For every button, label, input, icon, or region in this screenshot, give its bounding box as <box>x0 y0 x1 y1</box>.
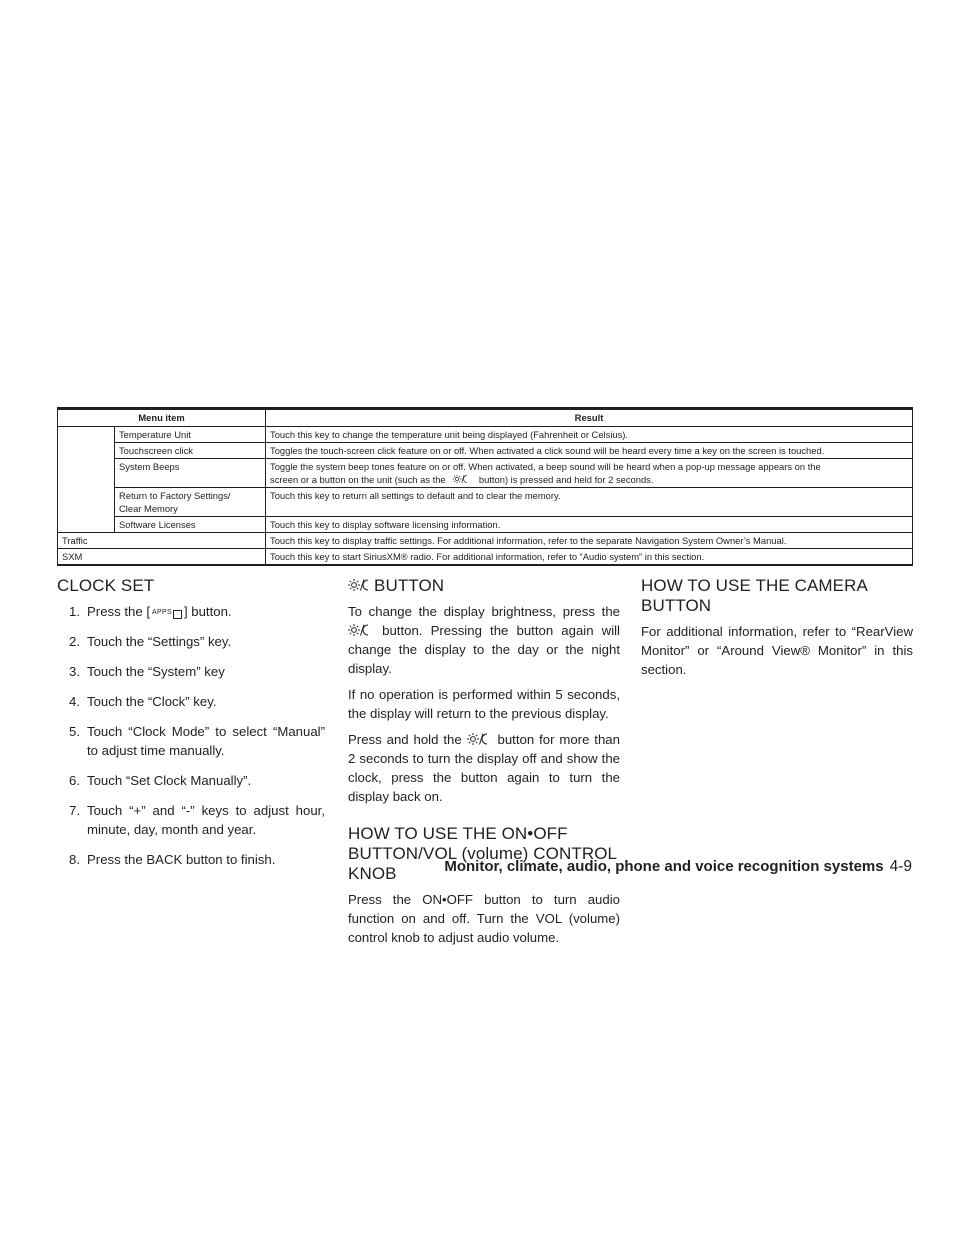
table-cell-result: Touch this key to display traffic settings. For additional information, refer to the separate Navigation System Owner’s Manual. <box>266 533 913 549</box>
table-row <box>58 533 913 549</box>
table-group-cell <box>58 427 115 533</box>
table-cell-result: Touch this key to display software licensing information. <box>266 517 913 533</box>
table-row <box>58 459 913 488</box>
table-cell-item: Touchscreen click <box>115 443 266 459</box>
onoff-heading-line-1: HOW TO USE THE ON•OFF <box>348 824 568 843</box>
step-text: Touch the “System” key <box>87 664 225 679</box>
text: Press and hold the <box>348 732 462 747</box>
table-cell-item <box>115 488 266 517</box>
list-item <box>57 722 325 760</box>
table-cell-result: Touch this key to change the temperature unit being displayed (Fahrenheit or Celsius). <box>266 427 913 443</box>
table-cell-item: SXM <box>58 549 266 566</box>
clock-set-section <box>57 576 325 880</box>
step-number: 8. <box>69 852 80 867</box>
step-text: Touch “Set Clock Manually”. <box>87 773 252 788</box>
header-result: Result <box>266 409 913 427</box>
list-item <box>57 801 325 839</box>
table-cell-item: System Beeps <box>115 459 266 488</box>
onoff-paragraph: Press the ON•OFF button to turn audio function on and off. Turn the VOL (volume) control knob to adjust audio volume. <box>348 892 620 945</box>
brightness-paragraph-3 <box>348 730 620 806</box>
table-cell-result: Touch this key to start SiriusXM® radio. For additional information, refer to “Audio system” in this section. <box>266 549 913 566</box>
settings-table <box>57 407 913 566</box>
camera-section <box>641 576 913 686</box>
onoff-heading-line-2: BUTTON/VOL (volume) CONTROL <box>348 844 618 863</box>
brightness-paragraph-2: If no operation is performed within 5 seconds, the display will return to the previous display. <box>348 687 620 721</box>
step-text: ] button. <box>183 604 232 619</box>
page-footer <box>444 858 912 876</box>
list-item <box>57 662 325 681</box>
list-item <box>57 602 325 621</box>
list-item <box>57 850 325 869</box>
camera-paragraph: For additional information, refer to “RearView Monitor” or “Around View® Monitor” in this section. <box>641 624 913 677</box>
text: button for more than 2 seconds to turn the display off and show the clock, press the button again to turn the display back on. <box>348 732 620 804</box>
table-row <box>58 443 913 459</box>
brightness-icon <box>348 578 374 592</box>
step-number: 1. <box>69 604 80 619</box>
onoff-heading-line-3: KNOB <box>348 864 397 883</box>
step-number: 7. <box>69 803 80 818</box>
table-cell-result: Touch this key to return all settings to default and to clear the memory. <box>266 488 913 517</box>
step-text: Touch “+” and “-” keys to adjust hour, minute, day, month and year. <box>87 803 325 837</box>
table-cell-result: Toggles the touch-screen click feature on or off. When activated a click sound will be heard every time a key on the screen is touched. <box>266 443 913 459</box>
brightness-icon <box>451 474 473 484</box>
page-number: 4-9 <box>889 858 912 875</box>
text: button. Pressing the button again will change the display to the day or the night display. <box>348 623 620 676</box>
step-text: Press the BACK button to finish. <box>87 852 276 867</box>
list-item <box>57 692 325 711</box>
system-beeps-text-c: button) is pressed and held for 2 seconds. <box>478 474 654 485</box>
step-number: 6. <box>69 773 80 788</box>
step-number: 4. <box>69 694 80 709</box>
step-number: 2. <box>69 634 80 649</box>
step-text: Press the [ <box>87 604 151 619</box>
factory-settings-label-b: Clear Memory <box>119 503 178 514</box>
step-text: Touch the “Clock” key. <box>87 694 217 709</box>
step-number: 3. <box>69 664 80 679</box>
table-header-row <box>58 409 913 427</box>
clock-set-steps <box>57 602 325 869</box>
header-menu-item: Menu item <box>58 409 266 427</box>
chapter-title: Monitor, climate, audio, phone and voice recognition systems <box>444 858 884 875</box>
table-row <box>58 427 913 443</box>
brightness-icon <box>467 732 493 746</box>
table-cell-result <box>266 459 913 488</box>
system-beeps-text-b: screen or a button on the unit (such as the <box>270 474 446 485</box>
camera-heading-line-1: HOW TO USE THE CAMERA <box>641 576 868 595</box>
camera-heading <box>641 576 913 616</box>
brightness-icon <box>348 623 374 637</box>
table-row <box>58 517 913 533</box>
clock-set-heading: CLOCK SET <box>57 576 155 595</box>
table-cell-item: Software Licenses <box>115 517 266 533</box>
text: To change the display brightness, press the <box>348 604 620 619</box>
brightness-heading-text: BUTTON <box>374 576 445 595</box>
step-text: Touch “Clock Mode” to select “Manual” to adjust time manually. <box>87 724 325 758</box>
list-item <box>57 632 325 651</box>
system-beeps-text-a: Toggle the system beep tones feature on or off. When activated, a beep sound will be heard when a pop-up message appears on the <box>270 461 821 472</box>
factory-settings-label-a: Return to Factory Settings/ <box>119 490 231 501</box>
camera-heading-line-2: BUTTON <box>641 596 712 615</box>
brightness-section <box>348 576 620 954</box>
brightness-paragraph-1 <box>348 602 620 678</box>
table-row <box>58 488 913 517</box>
step-number: 5. <box>69 724 80 739</box>
list-item <box>57 771 325 790</box>
brightness-heading <box>348 576 620 596</box>
apps-label: APPS <box>152 609 172 616</box>
table-cell-item: Temperature Unit <box>115 427 266 443</box>
apps-button-icon: APPS · <box>152 608 182 619</box>
step-text: Touch the “Settings” key. <box>87 634 232 649</box>
table-row <box>58 549 913 566</box>
table-cell-item: Traffic <box>58 533 266 549</box>
